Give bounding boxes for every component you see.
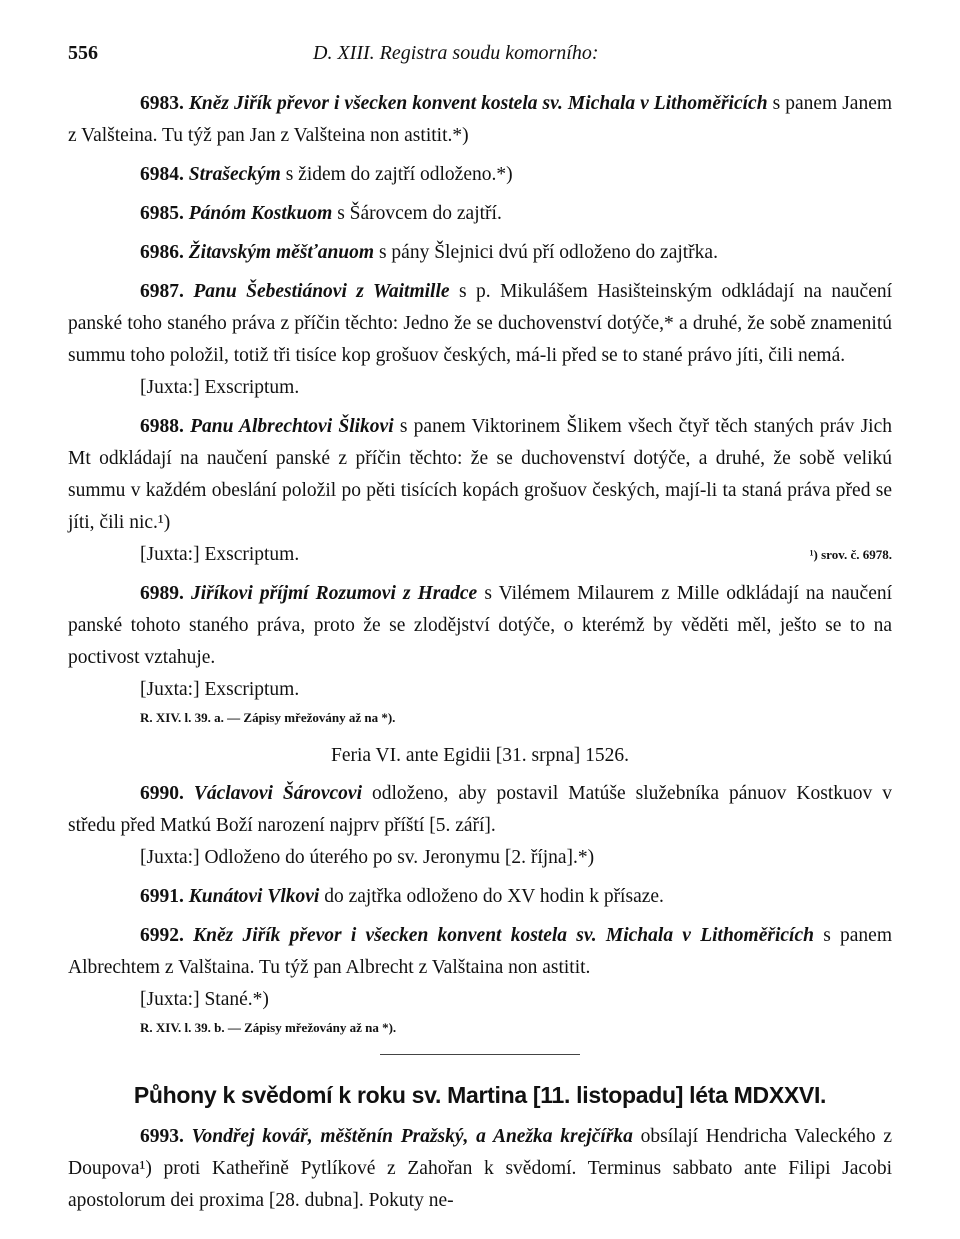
register-reference: R. XIV. l. 39. a. — Zápisy mřežovány až na *).: [140, 710, 396, 725]
date-heading: Feria VI. ante Egidii [31. srpna] 1526.: [330, 745, 630, 766]
running-title: D. XIII. Registra soudu komorního:: [313, 42, 599, 64]
juxta-note: [Juxta:] Odloženo do úterého po sv. Jeronymu [2. října].*): [140, 847, 595, 868]
entry-body: s panem Albrechtem z Valštaina. Tu týž pan Albrecht z Valštaina non astitit.: [68, 925, 893, 978]
entry-body: s panem Viktorinem Šlikem všech čtyř těch staných práv Jich Mt odkládají na naučení panské z příčin těchto: že se duchovenství dotýče, a druhé, že sobě velikú summu v každém obeslání položil po pěti tisících kopách grošuov českých, mají-li ta staná práva před se jíti, čili nic.¹): [68, 416, 892, 533]
entry-text: [68, 1121, 892, 1217]
entry-6991: [68, 881, 892, 913]
entry-text: [68, 411, 892, 539]
juxta-note: [Juxta:] Exscriptum.: [140, 377, 300, 398]
entry-text: [68, 237, 892, 269]
entry-body: s Vilémem Milaurem z Mille odkládají na naučení panské tohoto staného práva, proto že se zlodějství dotýče, o kterémž by věděti měl, ješto se to na poctivost vztahuje.: [68, 583, 893, 668]
entry-body: s p. Mikulášem Hasišteinským odkládají na naučení panské toho staného práva z příčin těchto: Jedno že se duchovenství dotýče,* a druhé, že sobě znamenitú summu toho položil, totiž tři tisíce kop grošuov českých, má-li před se to stané právo jíti, čili nemá.: [68, 281, 893, 366]
entry-body: s pány Šlejnici dvú pří odloženo do zajtřka.: [378, 242, 718, 263]
entry-text: [68, 578, 892, 674]
entry-number: 6984.: [140, 164, 184, 185]
entry-number: 6983.: [140, 93, 184, 114]
juxta-note: [Juxta:] Stané.*): [140, 989, 269, 1010]
entry-party: Pánóm Kostkuom: [188, 203, 333, 224]
juxta-note: [Juxta:] Exscriptum.: [140, 544, 300, 565]
entry-6985: [68, 198, 892, 230]
entry-number: 6988.: [140, 416, 184, 437]
entry-party: Žitavským měšťanuom: [188, 242, 375, 263]
entry-number: 6991.: [140, 886, 184, 907]
entry-party: Panu Albrechtovi Šlikovi: [190, 416, 394, 437]
entry-party: Vondřej kovář, měštěnín Pražský, a Anežka krejčířka: [191, 1126, 633, 1147]
entry-6986: [68, 237, 892, 269]
entry-text: [68, 881, 892, 913]
entry-6990: [68, 778, 892, 874]
entry-number: 6992.: [140, 925, 184, 946]
page-number: 556: [68, 42, 98, 64]
entry-number: 6987.: [140, 281, 184, 302]
entry-body: obsílají Hendricha Valeckého z Doupova¹) proti Katheřině Pytlíkové z Zahořan k svědomí. Terminus sabbato ante Filipi Jacobi apostolorum dei proxima [28. dubna]. Pokuty ne-: [68, 1126, 893, 1211]
page-body: [68, 88, 892, 1224]
entry-6993: [68, 1121, 892, 1217]
entry-body: s židem do zajtří odloženo.*): [285, 164, 513, 185]
entry-6984: [68, 159, 892, 191]
divider-rule: [380, 1054, 580, 1055]
register-reference: R. XIV. l. 39. b. — Zápisy mřežovány až na *).: [140, 1020, 397, 1035]
entry-body: odloženo, aby postavil Matúše služebníka pánuov Kostkuov v středu před Matkú Boží narození najprv příští [5. září].: [68, 783, 893, 836]
entry-party: Václavovi Šárovcovi: [193, 783, 362, 804]
entry-party: Kněz Jiřík převor i všecken konvent kostela sv. Michala v Lithoměřicích: [188, 93, 768, 114]
footnote: ¹) srov. č. 6978.: [809, 547, 892, 562]
entry-number: 6985.: [140, 203, 184, 224]
entry-number: 6993.: [140, 1126, 184, 1147]
entry-text: [68, 88, 892, 152]
entry-party: Strašeckým: [188, 164, 281, 185]
entry-party: Panu Šebestiánovi z Waitmille: [193, 281, 450, 302]
juxta-note: [Juxta:] Exscriptum.: [140, 679, 300, 700]
page-header: [68, 42, 892, 72]
entry-party: Kunátovi Vlkovi: [188, 886, 320, 907]
entry-number: 6986.: [140, 242, 184, 263]
juxta-note-row: [68, 539, 892, 571]
entry-text: [68, 159, 892, 191]
entry-text: [68, 198, 892, 230]
entry-number: 6990.: [140, 783, 184, 804]
entry-body: s Šárovcem do zajtří.: [337, 203, 502, 224]
entry-party: Jiříkovi příjmí Rozumovi z Hradce: [190, 583, 478, 604]
entry-body: do zajtřka odloženo do XV hodin k přísaze.: [324, 886, 664, 907]
entry-party: Kněz Jiřík převor i všecken konvent kostela sv. Michala v Lithoměřicích: [193, 925, 814, 946]
entry-text: [68, 276, 892, 372]
entry-body: s panem Janem z Valšteina. Tu týž pan Jan z Valšteina non astitit.*): [68, 93, 893, 146]
entry-6983: [68, 88, 892, 152]
entry-6988: [68, 411, 892, 571]
entry-6992: [68, 920, 892, 1040]
section-heading: Půhony k svědomí k roku sv. Martina [11. listopadu] léta MDXXVI.: [133, 1082, 827, 1108]
entry-number: 6989.: [140, 583, 184, 604]
entry-text: [68, 778, 892, 842]
entry-text: [68, 920, 892, 984]
entry-6987: [68, 276, 892, 404]
entry-6989: [68, 578, 892, 730]
